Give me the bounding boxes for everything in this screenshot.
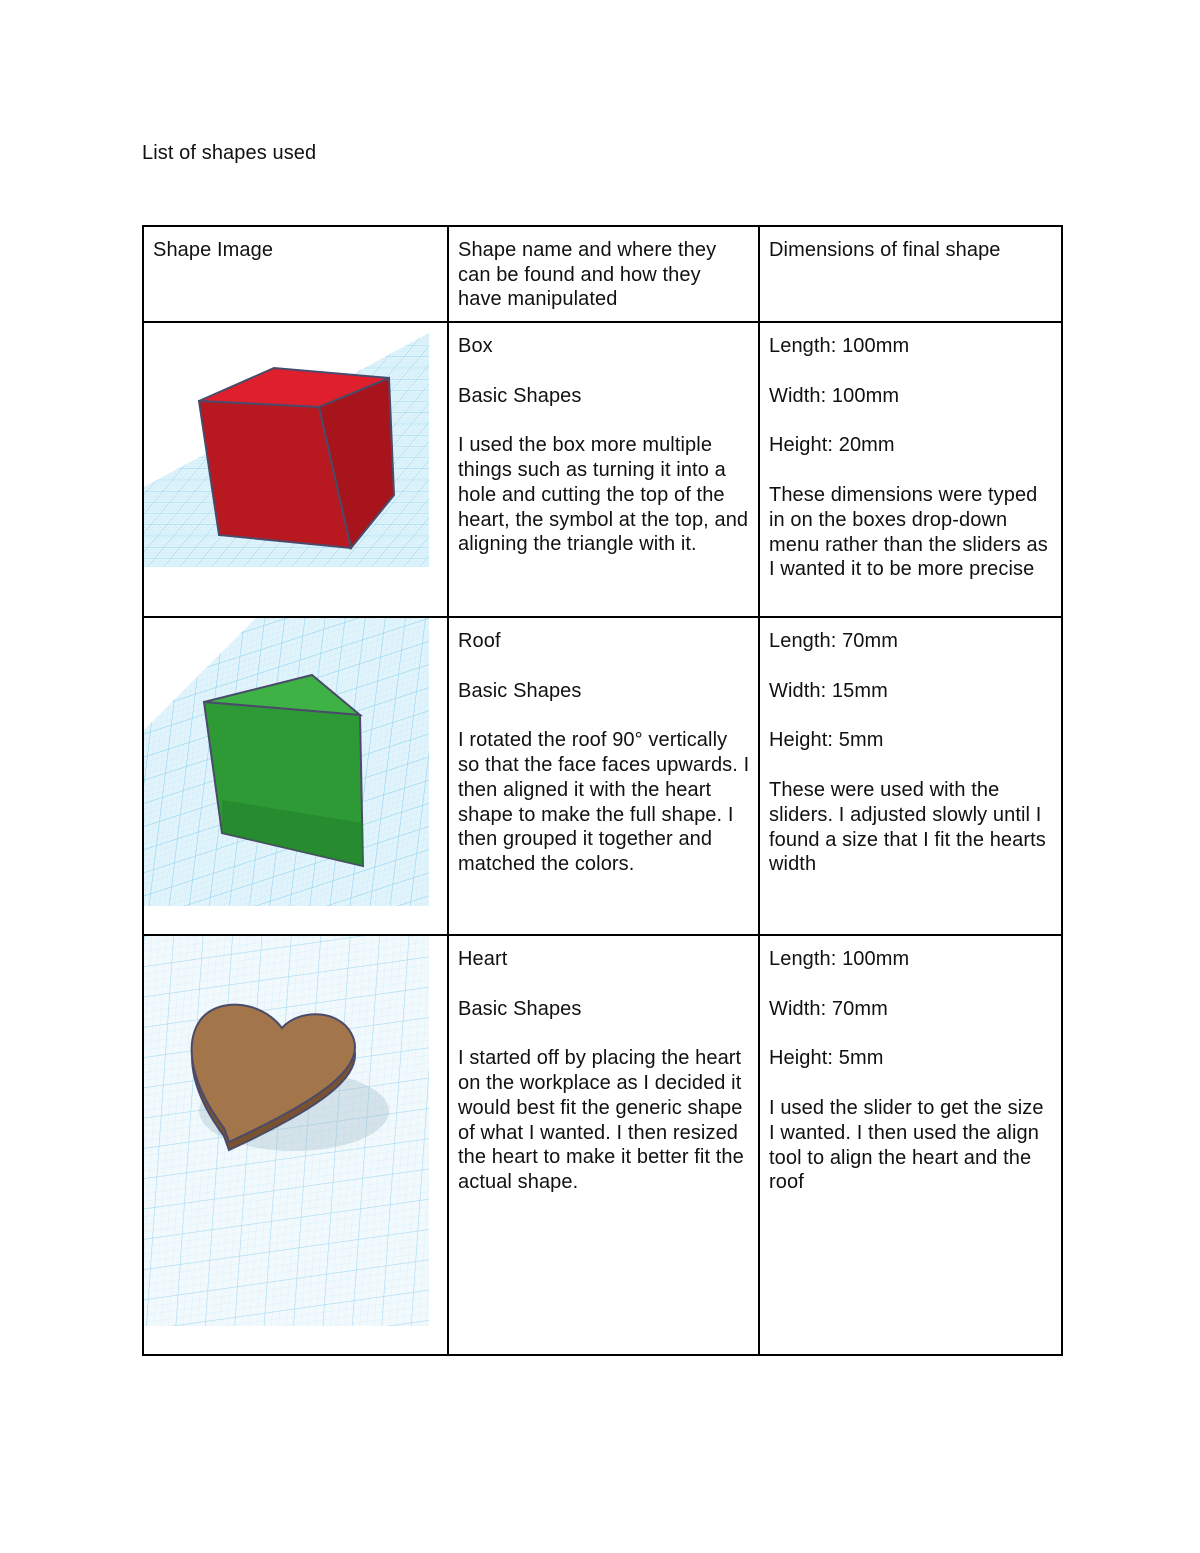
- dimension-notes: I used the slider to get the size I wanted. I then used the align tool to align the heart and the roof: [769, 1097, 1044, 1194]
- shape-name: Box: [458, 335, 493, 357]
- dimension-length: Length: 100mm: [769, 335, 910, 357]
- dimensions-cell: [759, 322, 1062, 617]
- dimension-height: Height: 20mm: [769, 434, 895, 457]
- shapes-table: [142, 225, 1063, 1356]
- shape-description: I rotated the roof 90° vertically so that the face faces upwards. I then aligned it with the heart shape to make the full shape. I then grouped it together and matched the colors.: [458, 729, 750, 875]
- header-dimensions: Dimensions of final shape: [769, 239, 1001, 261]
- dimension-notes: These dimensions were typed in on the boxes drop-down menu rather than the sliders as I wanted it to be more precise: [769, 484, 1048, 581]
- shape-description: I started off by placing the heart on the workplace as I decided it would best fit the generic shape of what I wanted. I then resized the heart to make it better fit the actual shape.: [458, 1047, 744, 1193]
- header-cell: [448, 226, 759, 322]
- dimension-length: Length: 70mm: [769, 630, 899, 652]
- dimensions-cell: [759, 935, 1062, 1355]
- shape-name: Heart: [458, 948, 508, 970]
- dimension-length: Length: 100mm: [769, 948, 910, 970]
- shape-description: I used the box more multiple things such as turning it into a hole and cutting the top of the heart, the symbol at the top, and aligning the triangle with it.: [458, 434, 749, 556]
- header-cell: [143, 226, 448, 322]
- image-cell: [143, 935, 448, 1355]
- shape-category: Basic Shapes: [458, 384, 582, 407]
- dimension-width: Width: 100mm: [769, 384, 900, 407]
- dimension-width: Width: 70mm: [769, 997, 888, 1020]
- description-cell: [448, 617, 759, 935]
- header-cell: [759, 226, 1062, 322]
- description-cell: [448, 322, 759, 617]
- header-shape-image: Shape Image: [153, 239, 274, 261]
- shape-category: Basic Shapes: [458, 679, 582, 702]
- red-box-3d-render: [144, 323, 429, 567]
- image-cell: [143, 322, 448, 617]
- dimension-height: Height: 5mm: [769, 729, 884, 752]
- document-title: List of shapes used: [142, 142, 317, 164]
- dimension-height: Height: 5mm: [769, 1047, 884, 1070]
- shape-category: Basic Shapes: [458, 997, 582, 1020]
- dimension-notes: These were used with the sliders. I adjusted slowly until I found a size that I fit the hearts width: [769, 779, 1046, 876]
- shape-name: Roof: [458, 630, 501, 652]
- green-roof-3d-render: [144, 618, 429, 906]
- table-row: [143, 322, 1062, 617]
- brown-heart-3d-render: [144, 936, 429, 1326]
- header-shape-name: Shape name and where they can be found and how they have manipulated: [458, 239, 717, 311]
- table-row: [143, 617, 1062, 935]
- table-header-row: [143, 226, 1062, 322]
- dimensions-cell: [759, 617, 1062, 935]
- description-cell: [448, 935, 759, 1355]
- image-cell: [143, 617, 448, 935]
- dimension-width: Width: 15mm: [769, 679, 888, 702]
- table-row: [143, 935, 1062, 1355]
